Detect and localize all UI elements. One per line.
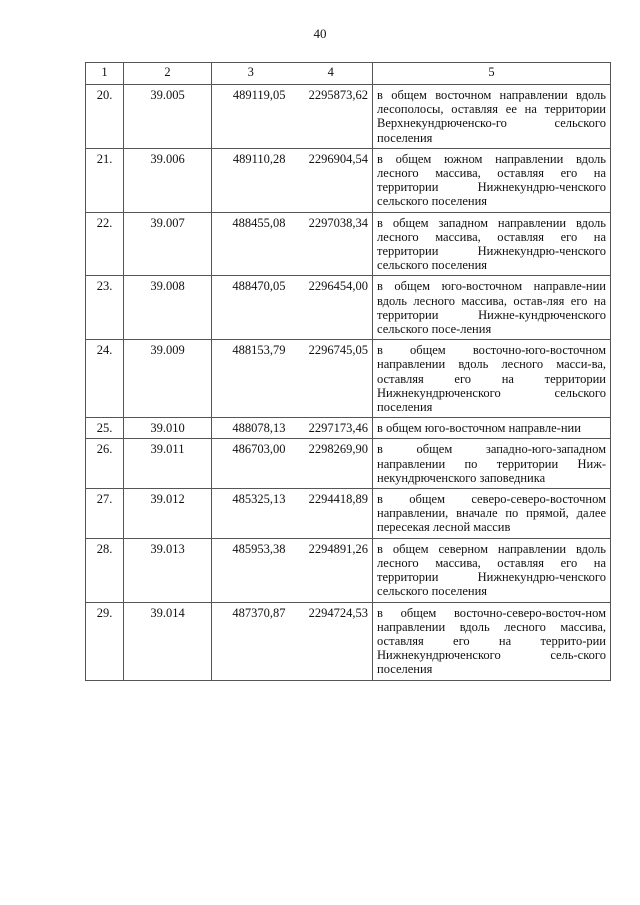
boundary-description: в общем восточно-юго-восточном направлении вдоль лесного масси-ва, оставляя его на территории Нижнекундрюченского сельского поселения xyxy=(373,340,611,418)
coordinate-x: 487370,87 xyxy=(212,602,290,680)
coordinate-y: 2296904,54 xyxy=(290,148,373,212)
coordinate-x: 485953,38 xyxy=(212,538,290,602)
row-number: 22. xyxy=(86,212,124,276)
point-code: 39.013 xyxy=(124,538,212,602)
point-code: 39.012 xyxy=(124,489,212,539)
table-row xyxy=(86,439,611,489)
coordinate-x: 488078,13 xyxy=(212,418,290,439)
point-code: 39.007 xyxy=(124,212,212,276)
coordinate-y: 2298269,90 xyxy=(290,439,373,489)
table-row xyxy=(86,340,611,418)
point-code: 39.011 xyxy=(124,439,212,489)
table-row xyxy=(86,212,611,276)
boundary-description: в общем восточно-северо-восточ-ном направлении вдоль лесного массива, оставляя его на террито-рии Нижнекундрюченского сель-ского поселения xyxy=(373,602,611,680)
table-row xyxy=(86,276,611,340)
coordinate-y: 2294418,89 xyxy=(290,489,373,539)
boundary-description: в общем восточном направлении вдоль лесополосы, оставляя ее на территории Верхнекундрюченско-го сельского поселения xyxy=(373,85,611,149)
boundary-description: в общем западном направлении вдоль лесного массива, оставляя его на территории Нижнекундрю-ченского сельского поселения xyxy=(373,212,611,276)
point-code: 39.005 xyxy=(124,85,212,149)
row-number: 25. xyxy=(86,418,124,439)
point-code: 39.009 xyxy=(124,340,212,418)
point-code: 39.008 xyxy=(124,276,212,340)
point-code: 39.006 xyxy=(124,148,212,212)
row-number: 28. xyxy=(86,538,124,602)
coordinate-y: 2295873,62 xyxy=(290,85,373,149)
coordinate-x: 488470,05 xyxy=(212,276,290,340)
coordinate-y: 2296454,00 xyxy=(290,276,373,340)
coordinate-x: 488455,08 xyxy=(212,212,290,276)
header-col-4: 4 xyxy=(290,63,373,85)
row-number: 29. xyxy=(86,602,124,680)
table-row xyxy=(86,538,611,602)
table-row xyxy=(86,85,611,149)
header-col-1: 1 xyxy=(86,63,124,85)
header-col-5: 5 xyxy=(373,63,611,85)
table-header-row xyxy=(86,63,611,85)
header-col-3: 3 xyxy=(212,63,290,85)
coordinate-x: 485325,13 xyxy=(212,489,290,539)
table-row xyxy=(86,148,611,212)
boundary-description: в общем южном направлении вдоль лесного массива, оставляя его на территории Нижнекундрю-ченского сельского поселения xyxy=(373,148,611,212)
table-row xyxy=(86,418,611,439)
row-number: 23. xyxy=(86,276,124,340)
boundary-points-table xyxy=(85,62,611,681)
header-col-2: 2 xyxy=(124,63,212,85)
coordinate-y: 2294891,26 xyxy=(290,538,373,602)
point-code: 39.010 xyxy=(124,418,212,439)
table-row xyxy=(86,602,611,680)
row-number: 21. xyxy=(86,148,124,212)
boundary-description: в общем юго-восточном направле-нии xyxy=(373,418,611,439)
row-number: 26. xyxy=(86,439,124,489)
coordinate-x: 486703,00 xyxy=(212,439,290,489)
boundary-description: в общем северо-северо-восточном направлении, вначале по прямой, далее пересекая лесной массив xyxy=(373,489,611,539)
boundary-description: в общем западно-юго-западном направлении по территории Ниж-некундрюченского заповедника xyxy=(373,439,611,489)
coordinate-y: 2294724,53 xyxy=(290,602,373,680)
table-row xyxy=(86,489,611,539)
table-body xyxy=(86,85,611,681)
coordinate-x: 489110,28 xyxy=(212,148,290,212)
row-number: 20. xyxy=(86,85,124,149)
coordinate-y: 2297173,46 xyxy=(290,418,373,439)
coordinate-x: 489119,05 xyxy=(212,85,290,149)
page-number: 40 xyxy=(313,26,327,41)
boundary-description: в общем юго-восточном направле-нии вдоль лесного массива, остав-ляя его на территории Нижне-кундрюченского сельского посе-ления xyxy=(373,276,611,340)
coordinate-x: 488153,79 xyxy=(212,340,290,418)
coordinate-y: 2296745,05 xyxy=(290,340,373,418)
row-number: 24. xyxy=(86,340,124,418)
coordinate-y: 2297038,34 xyxy=(290,212,373,276)
row-number: 27. xyxy=(86,489,124,539)
boundary-description: в общем северном направлении вдоль лесного массива, оставляя его на территории Нижнекундрю-ченского сельского поселения xyxy=(373,538,611,602)
point-code: 39.014 xyxy=(124,602,212,680)
